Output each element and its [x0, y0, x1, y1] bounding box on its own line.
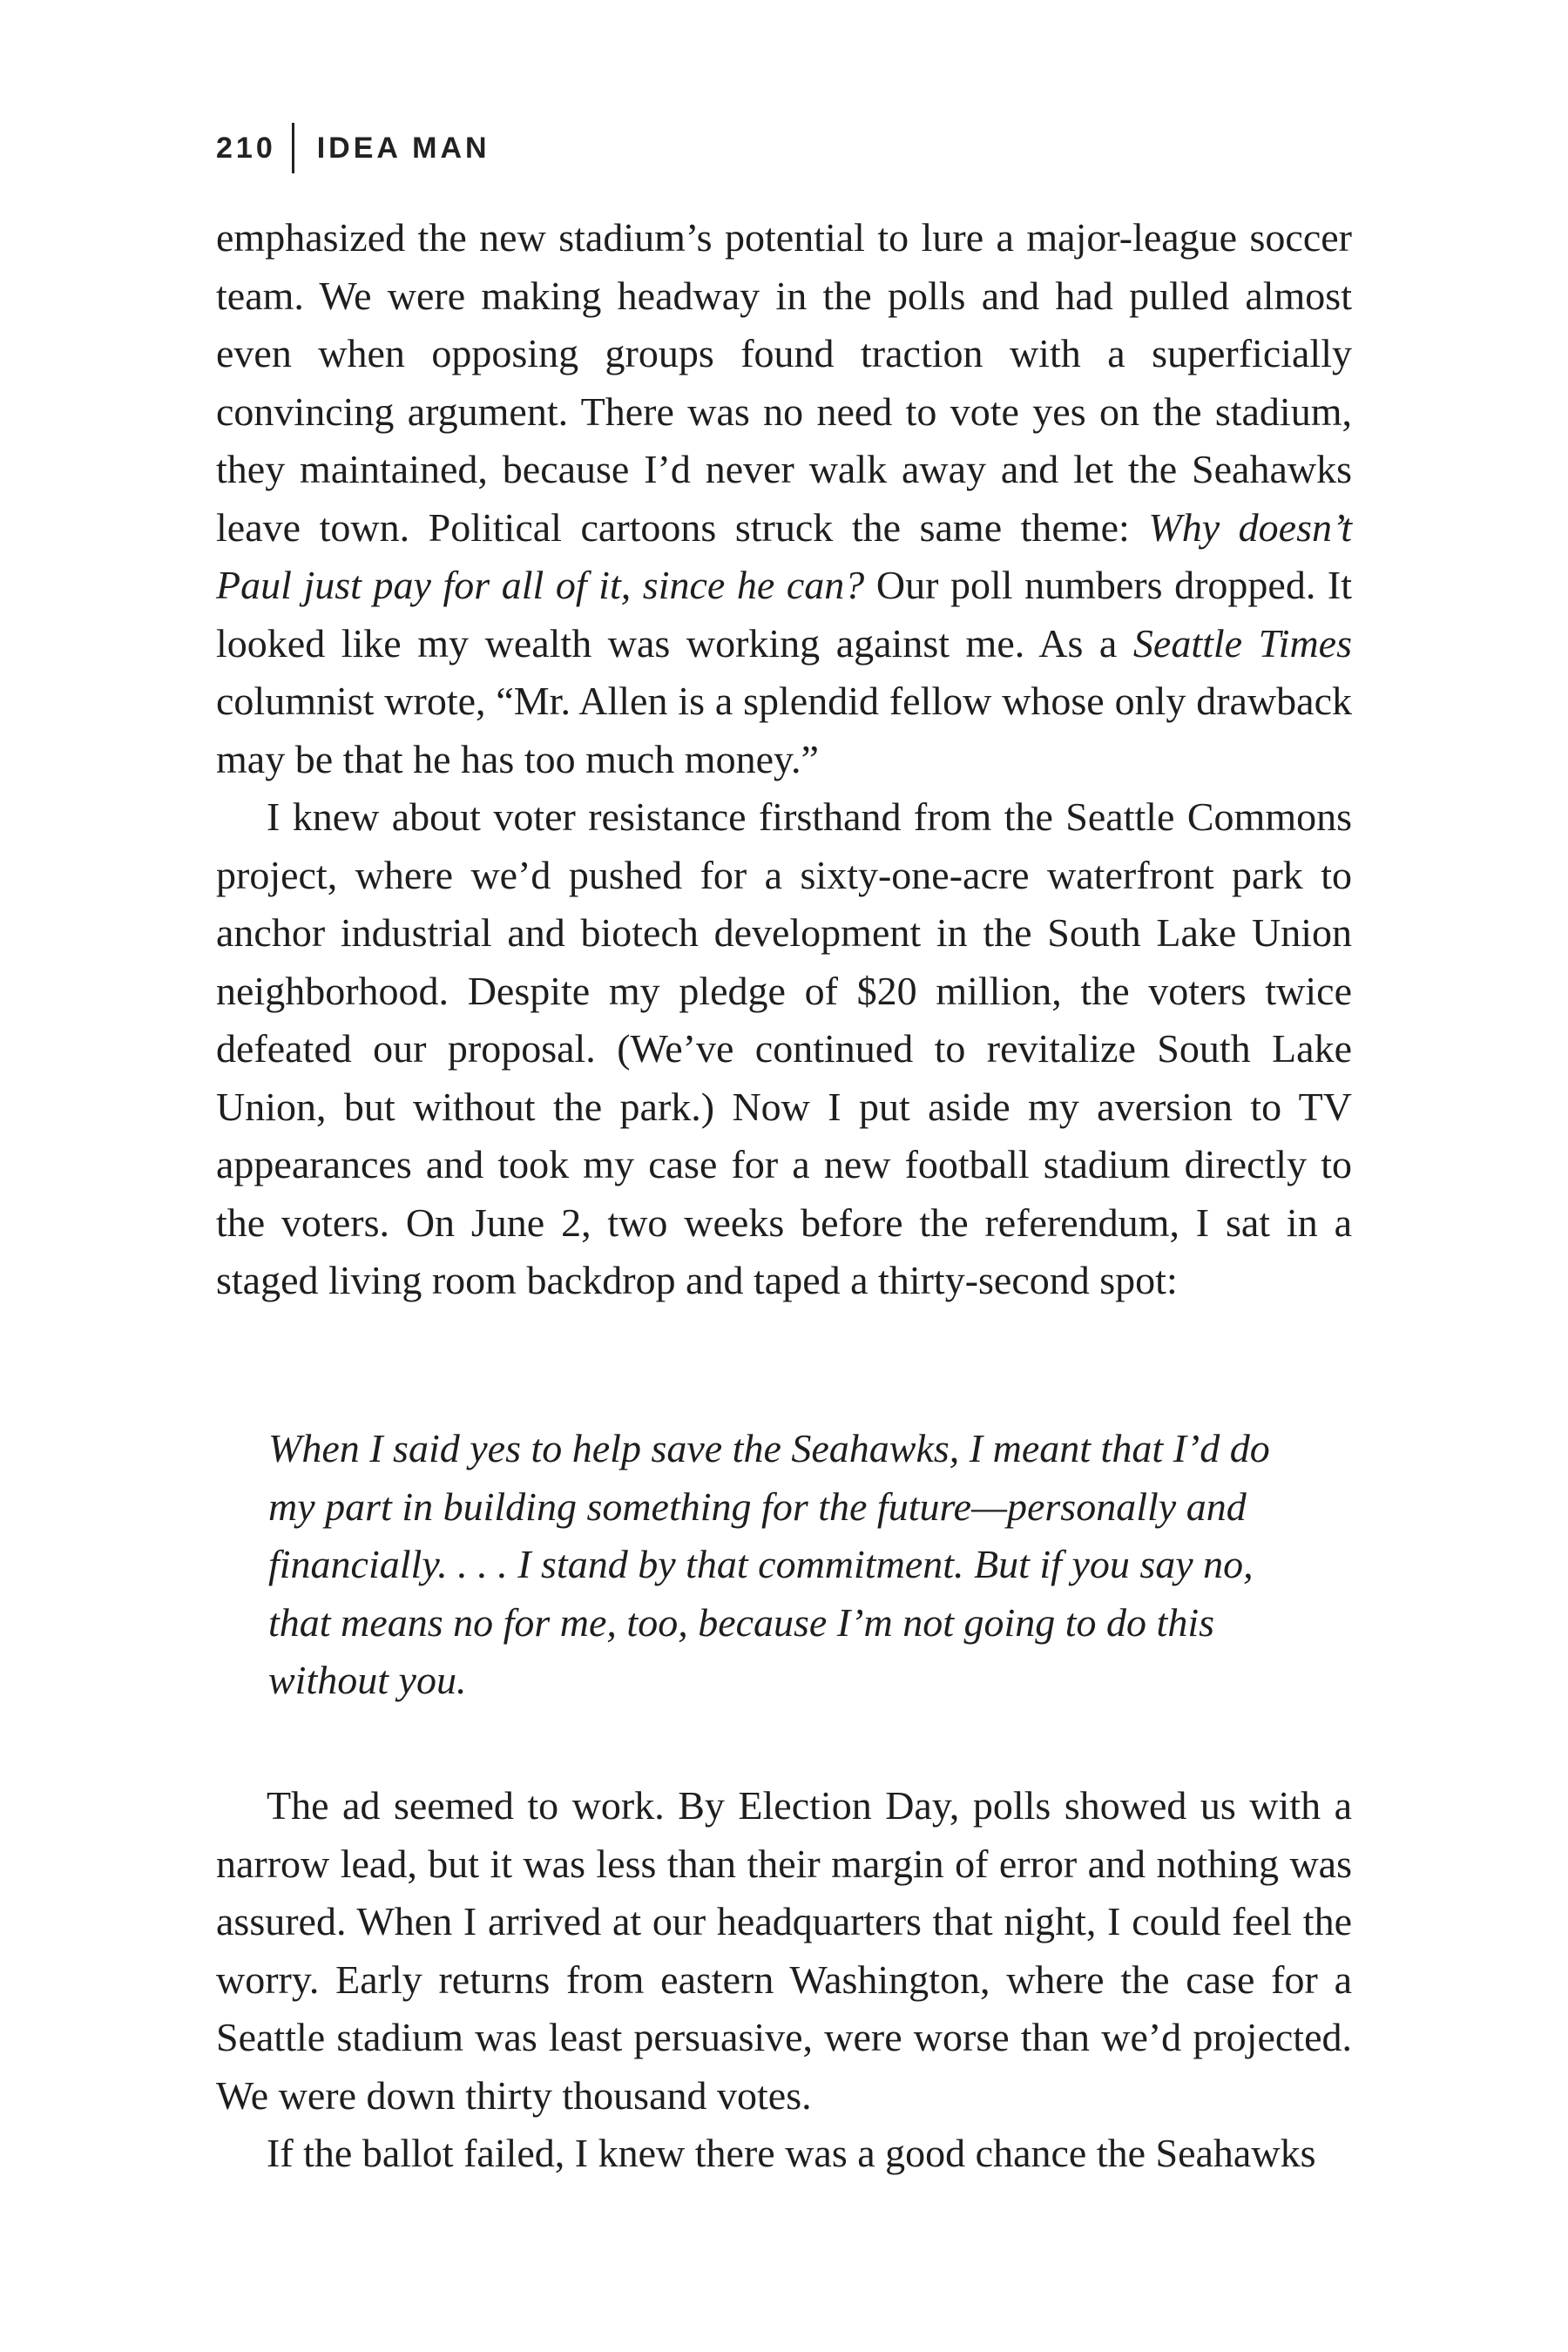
paragraph-1-text-a: emphasized the new stadium’s potential to lure a major-league soccer team. We were making headway in the polls and had pulled almost even when opposing groups found traction with a superficially convincing argument. There was no need to vote yes on the stadium, they maintained, because I’d never walk away and let the Seahawks leave town. Political cartoons struck the same theme: [216, 215, 1352, 550]
header-divider [292, 123, 294, 173]
quote-text: When I said yes to help save the Seahawks, I meant that I’d do my part in building something for the future—personally and financially. . . . I stand by that commitment. But if you say no, that means no for me, too, because I’m not going to do this without you. [268, 1426, 1270, 1702]
book-title: IDEA MAN [316, 131, 490, 165]
body-text-bottom [216, 1777, 1352, 2183]
publication-name: Seattle Times [1132, 620, 1352, 666]
paragraph-1 [216, 209, 1352, 788]
page-number: 210 [216, 131, 276, 165]
paragraph-4: If the ballot failed, I knew there was a good chance the Seahawks [267, 2131, 1316, 2175]
paragraph-1-text-c: columnist wrote, “Mr. Allen is a splendid fellow whose only drawback may be that he has too much money.” [216, 679, 1352, 781]
paragraph-1-text-b: Our poll numbers dropped. It looked like my wealth was working against me. As a [216, 563, 1352, 666]
block-quote [268, 1420, 1310, 1710]
running-header [216, 122, 490, 174]
paragraph-3: The ad seemed to work. By Election Day, polls showed us with a narrow lead, but it was less than their margin of error and nothing was assured. When I arrived at our headquarters that night, I could feel the worry. Early returns from eastern Washington, where the case for a Seattle stadium was least persuasive, were worse than we’d projected. We were down thirty thousand votes. [216, 1783, 1352, 2118]
paragraph-2: I knew about voter resistance firsthand from the Seattle Commons project, where we’d pushed for a sixty-one-acre waterfront park to anchor industrial and biotech development in the South Lake Union neighborhood. Despite my pledge of $20 million, the voters twice defeated our proposal. (We’ve continued to revitalize South Lake Union, but without the park.) Now I put aside my aversion to TV appearances and took my case for a new football stadium directly to the voters. On June 2, two weeks before the referendum, I sat in a staged living room backdrop and taped a thirty-second spot: [216, 794, 1352, 1302]
cartoon-quote: Why doesn’t Paul just pay for all of it, since he can? [216, 504, 1352, 607]
body-text-top [216, 209, 1352, 1310]
